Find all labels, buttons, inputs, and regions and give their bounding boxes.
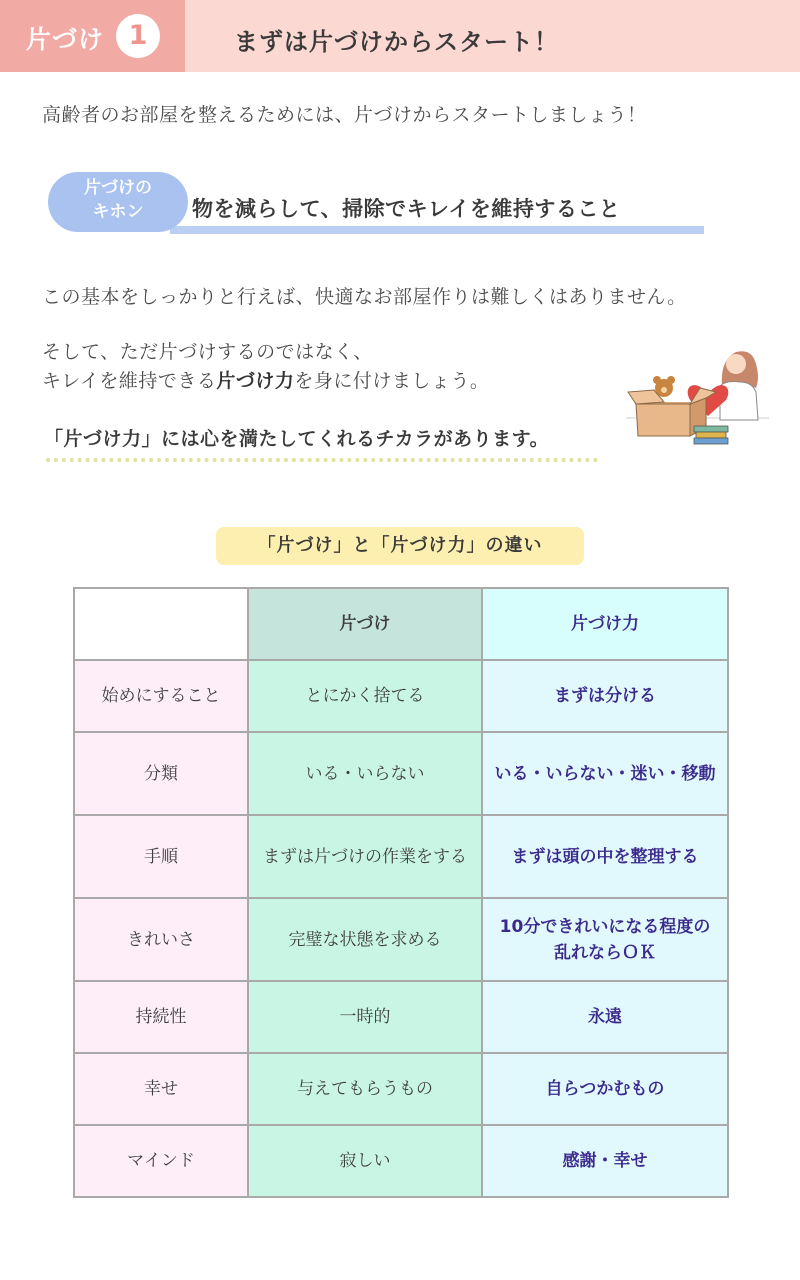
intro-text: 高齢者のお部屋を整えるためには、片づけからスタートしましょう！: [42, 104, 647, 126]
table-row: [74, 1053, 728, 1125]
power-statement: 「片づけ力」には心を満たしてくれるチカラがあります。: [44, 428, 550, 450]
table-header-katazukeryoku: 片づけ力: [482, 588, 728, 660]
paragraph-1: この基本をしっかりと行えば、快適なお部屋作りは難しくはありません。: [42, 286, 687, 308]
header-tag: 片づけ: [26, 25, 105, 54]
paragraph-2: [42, 338, 489, 396]
row-label: マインド: [74, 1125, 248, 1197]
row-label: 手順: [74, 815, 248, 898]
section-title: 「片づけ」と「片づけ力」の違い: [216, 527, 584, 565]
paragraph-2-line-2-start: キレイを維持できる: [42, 370, 217, 392]
row-label: 幸せ: [74, 1053, 248, 1125]
katazukeryoku-cell: 10分できれいになる程度の乱れならＯＫ: [482, 898, 728, 981]
header-step-number: 1: [116, 14, 160, 58]
table-row: [74, 981, 728, 1053]
basics-underline: [170, 226, 704, 234]
katazukeryoku-cell: まずは分ける: [482, 660, 728, 732]
comparison-table: [73, 587, 729, 1198]
table-header-katazuke: 片づけ: [248, 588, 482, 660]
katazuke-cell: 与えてもらうもの: [248, 1053, 482, 1125]
katazuke-cell: 寂しい: [248, 1125, 482, 1197]
paragraph-2-bold: 片づけ力: [216, 370, 295, 392]
katazukeryoku-cell: いる・いらない・迷い・移動: [482, 732, 728, 815]
row-label: 始めにすること: [74, 660, 248, 732]
dotted-divider: [46, 458, 598, 462]
basics-text: 物を減らして、掃除でキレイを維持すること: [192, 197, 621, 221]
table-row: [74, 898, 728, 981]
row-label: きれいさ: [74, 898, 248, 981]
table-row: [74, 1125, 728, 1197]
katazukeryoku-cell: 感謝・幸せ: [482, 1125, 728, 1197]
row-label: 持続性: [74, 981, 248, 1053]
table-header-row: [74, 588, 728, 660]
katazukeryoku-cell: 永遠: [482, 981, 728, 1053]
basics-label: 片づけの キホン: [84, 178, 152, 222]
katazuke-cell: 完璧な状態を求める: [248, 898, 482, 981]
table-row: [74, 660, 728, 732]
page-title: まずは片づけからスタート！: [234, 28, 559, 56]
table-header-empty: [74, 588, 248, 660]
header-tag-block: [0, 0, 185, 72]
table-row: [74, 815, 728, 898]
paragraph-2-line-1: そして、ただ片づけするのではなく、: [42, 341, 373, 363]
row-label: 分類: [74, 732, 248, 815]
header-bar: [0, 0, 800, 72]
katazuke-cell: とにかく捨てる: [248, 660, 482, 732]
table-row: [74, 732, 728, 815]
woman-with-heart-and-box-icon: [624, 330, 774, 450]
katazuke-cell: いる・いらない: [248, 732, 482, 815]
katazuke-cell: 一時的: [248, 981, 482, 1053]
katazukeryoku-cell: まずは頭の中を整理する: [482, 815, 728, 898]
katazukeryoku-cell: 自らつかむもの: [482, 1053, 728, 1125]
paragraph-2-line-2-end: を身に付けましょう。: [294, 370, 490, 392]
katazuke-cell: まずは片づけの作業をする: [248, 815, 482, 898]
